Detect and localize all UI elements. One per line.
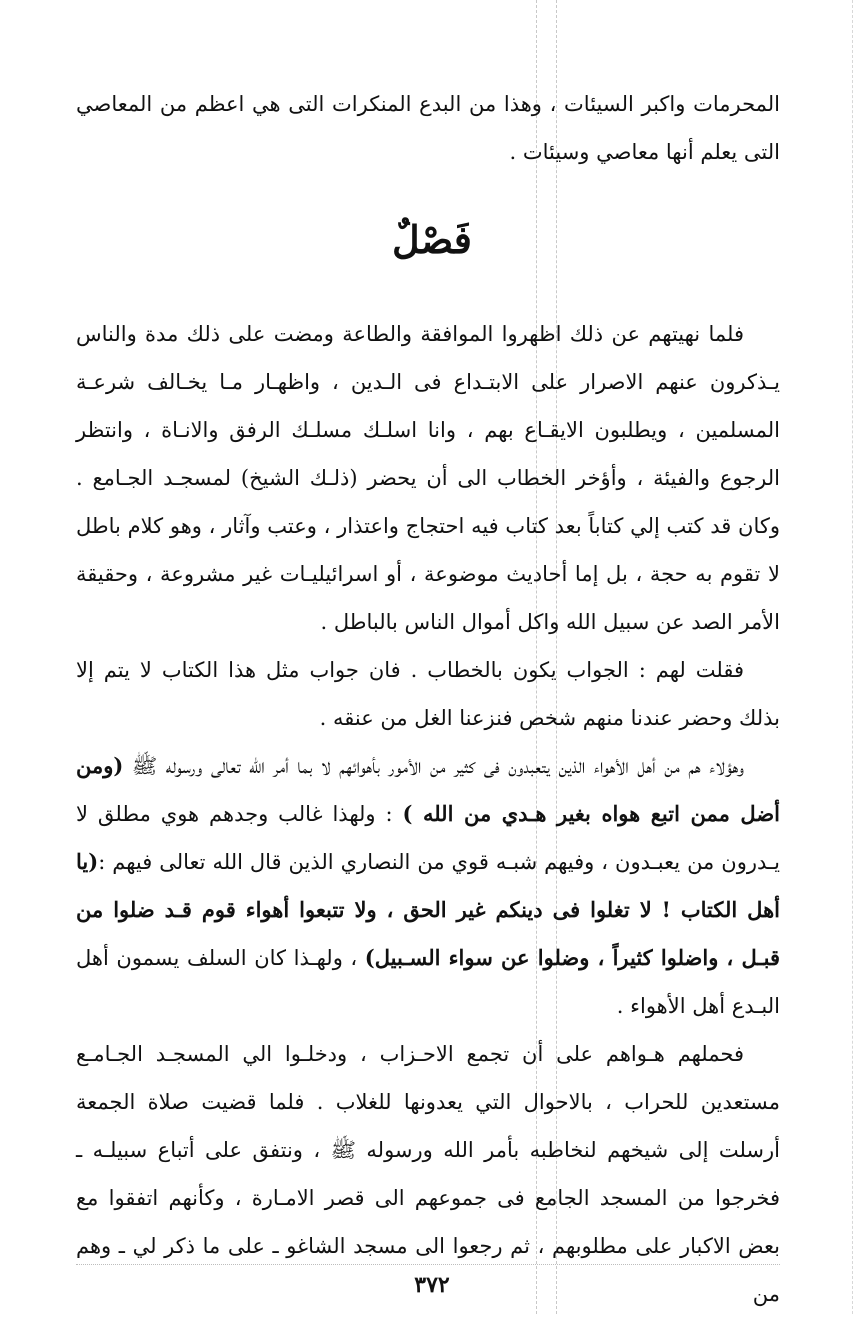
quran-quote-1: (ومن أضل ممن اتبع هواه بغير هـدي من الله ) bbox=[76, 753, 780, 826]
top-line-2: التى يعلم أنها معاصي وسيئات . bbox=[509, 140, 780, 164]
paragraph-3 bbox=[76, 742, 780, 1030]
paragraph-3-text-c: ، ولهـذا كان السلف يسمون أهل البـدع أهل الأهواء . bbox=[76, 946, 780, 1018]
main-text bbox=[76, 310, 780, 1318]
page-number: ٣٧٢ bbox=[414, 1272, 450, 1298]
quran-quote-2: (يا أهل الكتاب ! لا تغلوا فى دينكم غير الحق ، ولا تتبعوا أهواء قوم قـد ضلوا من قبـل ، واضلوا كثيراً ، وضلوا عن سواء السـبيل) bbox=[76, 849, 780, 970]
paragraph-2: فقلت لهم : الجواب يكون بالخطاب . فان جواب مثل هذا الكتاب لا يتم إلا بذلك وحضر عندنا منهم شخص فنزعنا الغل من عنقه . bbox=[76, 658, 780, 730]
scan-edge-line bbox=[852, 0, 853, 1314]
paragraph-1: فلما نهيتهم عن ذلك اظهروا الموافقة والطاعة ومضت على ذلك مدة والناس يـذكرون عنهم الاصرار على الابتـداع فى الـدين ، واظهـار مـا يخـالف شرعـة المسلمين ، ويطلبون الايقـاع بهم ، وانا اسلـك مسلـك الرفق والانـاة ، وانتظر الرجوع والفيئة ، وأؤخر الخطاب الى أن يحضر (ذلـك الشيخ) لمسجـد الجـامع . وكان قد كتب إلي كتاباً بعد كتاب فيه احتجاج واعتذار ، وعتب وآثار ، وهو كلام باطل لا تقوم به حجة ، بل إما أحاديث موضوعة ، أو اسرائيليـات غير مشروعة ، وحقيقة الأمر الصد عن سبيل الله واكل أموال الناس بالباطل . bbox=[76, 322, 780, 634]
top-paragraph bbox=[76, 80, 780, 176]
paragraph-3-text-a: وهؤلاء هم من أهل الأهواء الذين يتعبدون فى كثير من الأمور بأهوائهم لا بما أمر الله تعالى ورسوله ﷺ bbox=[131, 754, 744, 778]
footer-divider bbox=[76, 1264, 780, 1265]
paragraph-4: فحملهم هـواهم على أن تجمع الاحـزاب ، ودخلـوا الي المسجـد الجـامـع مستعدين للحراب ، بالاحوال التي يعدونها للغلاب . فلما قضيت صلاة الجمعة أرسلت إلى شيخهم لنخاطبه بأمر الله ورسوله ﷺ ، ونتفق على أتباع سبيلـه ـ فخرجوا من المسجد الجامع فى جموعهم الى قصر الامـارة ، وكأنهم اتفقوا مع بعض الاكبار على مطلوبهم ، ثم رجعوا الى مسجد الشاغو ـ على ما ذكر لي ـ وهم من bbox=[76, 1042, 780, 1306]
top-line-1: المحرمات واكبر السيئات ، وهذا من البدع المنكرات التى هي اعظم من المعاصي bbox=[76, 92, 780, 116]
section-heading: فَصْلٌ bbox=[392, 217, 472, 262]
paragraph-3-text-b: : ولهذا غالب وجدهم هوي مطلق لا يـدرون من يعبـدون ، وفيهم شبـه قوي من النصاري الذين قال الله تعالى فيهم : bbox=[76, 802, 780, 874]
